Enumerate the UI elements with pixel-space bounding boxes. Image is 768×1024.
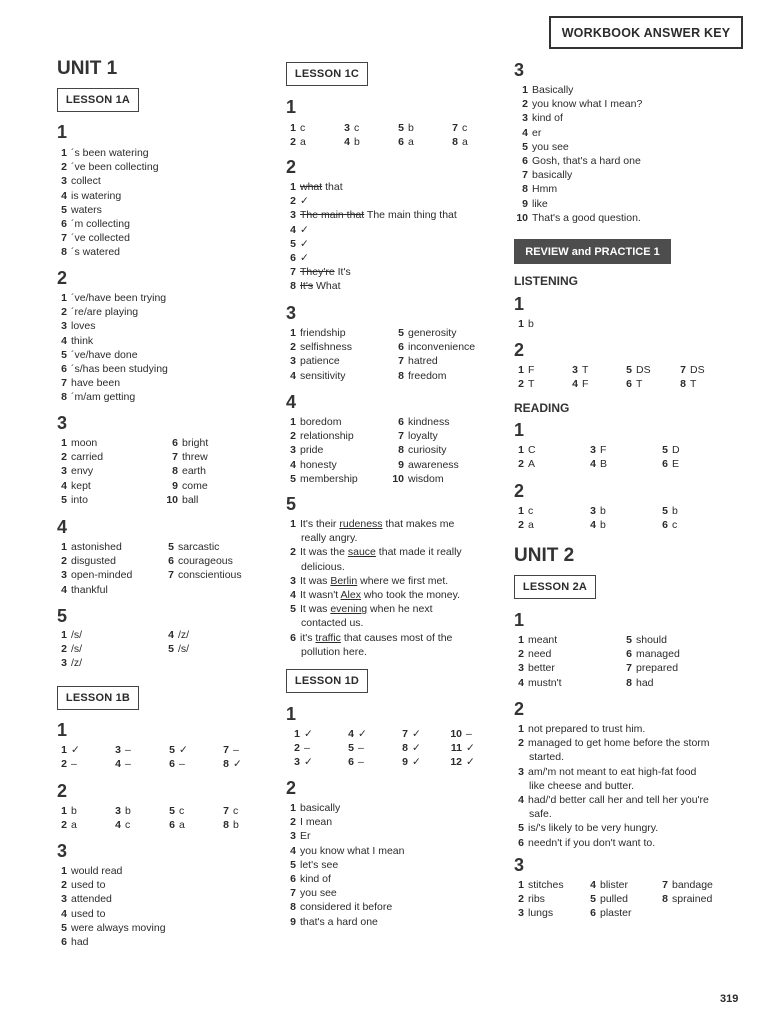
answer-item: 5 ´ve/have done <box>61 348 138 361</box>
answer-item: 2 a <box>518 519 534 532</box>
answer-item: 5 It was evening when he next <box>290 603 433 616</box>
exercise-number: 2 <box>514 340 525 360</box>
answer-item: 1 b <box>518 318 534 330</box>
answer-item: 5 should <box>626 634 667 646</box>
answer-item: 10 That's a good question. <box>516 211 641 224</box>
answer-item: 6 kind of <box>290 873 331 885</box>
answer-item: 2 a <box>290 136 306 149</box>
answer-item: 9 awareness <box>398 458 459 471</box>
answer-item: 7 have been <box>61 377 121 390</box>
answer-item: 2 ´re/are playing <box>61 306 139 319</box>
answer-item: 3 – <box>115 744 131 756</box>
answer-item: 3 pride <box>290 444 324 457</box>
answer-item: 3 lungs <box>518 907 554 920</box>
answer-item: 3 F <box>590 444 607 456</box>
answer-item: 3 The main that The main thing that <box>290 209 457 222</box>
answer-item: 5 let's see <box>290 858 339 871</box>
answer-item: 5 pulled <box>590 893 629 906</box>
answer-item: 1 friendship <box>290 327 346 339</box>
answer-item: 4 F <box>572 378 589 391</box>
answer-item: 10 wisdom <box>392 472 444 485</box>
answer-item: 4 sensitivity <box>290 369 346 382</box>
answer-item: 5 membership <box>290 472 358 485</box>
answer-item: 5 ✓ <box>290 237 309 250</box>
answer-item: 9 ✓ <box>402 756 421 769</box>
answer-item: 3 b <box>115 805 131 817</box>
review-practice-label: REVIEW and PRACTICE 1 <box>514 239 671 264</box>
answer-item: 2 – <box>294 742 310 755</box>
answer-item: 4 b <box>590 519 606 532</box>
answer-item: 1 astonished <box>61 541 122 553</box>
exercise-number: 4 <box>286 392 297 412</box>
answer-item: 5 you see <box>522 140 569 153</box>
answer-item: 3 better <box>518 662 555 675</box>
answer-item: 7 – <box>223 744 239 756</box>
answer-item: 12 ✓ <box>450 756 475 769</box>
answer-item: 5 c <box>169 805 185 817</box>
answer-item: 7 threw <box>172 451 208 464</box>
answer-item: 5 waters <box>61 203 102 216</box>
answer-item: 6 – <box>348 756 364 769</box>
exercise-number: 1 <box>514 610 525 630</box>
answer-item: 2 – <box>61 758 77 771</box>
answer-item-continued: contacted us. <box>301 617 364 630</box>
answer-item: 2 ✓ <box>290 195 309 208</box>
answer-item: 2 A <box>518 458 536 471</box>
answer-item: 6 ✓ <box>290 252 309 264</box>
answer-item: 5 b <box>398 122 414 134</box>
exercise-number: 3 <box>57 413 68 433</box>
exercise-number: 3 <box>57 841 68 861</box>
exercise-number: 1 <box>286 97 297 117</box>
answer-item: 1 c <box>518 505 534 517</box>
lesson-1d-label: LESSON 1D <box>286 669 368 693</box>
answer-item: 6 inconvenience <box>398 341 476 354</box>
answer-item-continued: started. <box>529 751 565 764</box>
answer-item: 1 boredom <box>290 416 342 428</box>
answer-item: 4 It wasn't Alex who took the money. <box>290 589 460 601</box>
answer-item: 11 ✓ <box>450 742 475 755</box>
answer-item: 6 plaster <box>590 907 632 920</box>
unit-2-title: UNIT 2 <box>514 545 575 566</box>
answer-item: 1 stitches <box>518 879 564 891</box>
answer-item-continued: really angry. <box>301 532 358 545</box>
lesson-1b-label: LESSON 1B <box>57 686 139 710</box>
answer-item: 4 think <box>61 334 94 347</box>
answer-item: 1 c <box>290 122 306 134</box>
answer-item: 3 /z/ <box>61 657 83 670</box>
answer-item: 1 It's their rudeness that makes me <box>290 518 455 530</box>
answer-item: 8 ✓ <box>223 758 242 771</box>
answer-item: 8 earth <box>172 465 206 478</box>
answer-item: 6 had <box>61 936 89 948</box>
answer-item: 3 loves <box>61 320 96 333</box>
answer-item: 1 not prepared to trust him. <box>518 723 646 735</box>
exercise-number: 1 <box>286 704 297 724</box>
answer-item: 1 would read <box>61 865 123 877</box>
exercise-number: 1 <box>514 420 525 440</box>
exercise-number: 5 <box>57 606 68 626</box>
answer-item: 4 blister <box>590 879 629 891</box>
answer-item: 4 kept <box>61 479 91 492</box>
answer-item: 3 b <box>590 505 606 517</box>
answer-item: 4 mustn't <box>518 676 562 689</box>
exercise-number: 3 <box>514 855 525 875</box>
answer-item: 4 /z/ <box>168 629 190 641</box>
answer-item: 3 kind of <box>522 112 563 125</box>
answer-item: 3 Er <box>290 830 311 843</box>
exercise-number: 3 <box>514 60 525 80</box>
answer-item: 7 c <box>223 805 239 817</box>
answer-item: 7 you see <box>290 887 337 900</box>
lesson-2a-label: LESSON 2A <box>514 575 596 599</box>
answer-item: 2 a <box>61 819 77 832</box>
answer-key-header: WORKBOOK ANSWER KEY <box>549 16 743 49</box>
answer-item: 2 I mean <box>290 816 333 829</box>
exercise-number: 3 <box>286 303 297 323</box>
answer-item: 2 carried <box>61 451 104 464</box>
answer-item: 2 relationship <box>290 430 354 443</box>
unit-1-title: UNIT 1 <box>57 58 118 79</box>
answer-item: 8 curiosity <box>398 444 447 457</box>
answer-item: 5 – <box>348 742 364 755</box>
exercise-number: 2 <box>514 481 525 501</box>
answer-item: 4 is watering <box>61 189 122 202</box>
answer-item: 7 conscientious <box>168 569 242 582</box>
answer-item: 10 ball <box>166 493 199 506</box>
answer-item: 7 hatred <box>398 355 438 368</box>
answer-item: 6 ´m collecting <box>61 218 130 230</box>
answer-item: 5 sarcastic <box>168 541 220 553</box>
answer-item: 4 – <box>115 758 131 771</box>
exercise-number: 1 <box>57 122 68 142</box>
answer-item: 5 into <box>61 493 88 506</box>
exercise-number: 4 <box>57 517 68 537</box>
answer-item: 5 ✓ <box>169 744 188 756</box>
exercise-number: 2 <box>57 268 68 288</box>
answer-item: 6 c <box>662 519 678 532</box>
answer-item: 3 It was Berlin where we first met. <box>290 574 449 587</box>
answer-item-continued: delicious. <box>301 560 345 573</box>
answer-item: 7 basically <box>522 169 573 182</box>
answer-item: 1 ´ve/have been trying <box>61 292 167 304</box>
lesson-1c-label: LESSON 1C <box>286 62 368 86</box>
answer-item: 4 b <box>344 136 360 149</box>
answer-item: 6 T <box>626 378 643 391</box>
answer-item: 1 basically <box>290 802 341 814</box>
answer-item: 2 disgusted <box>61 555 116 568</box>
exercise-number: 1 <box>57 720 68 740</box>
answer-item: 1 F <box>518 364 535 376</box>
answer-item: 4 had/'d better call her and tell her you're <box>518 794 709 806</box>
answer-item: 6 ´s/has been studying <box>61 363 168 375</box>
listening-heading: LISTENING <box>514 274 579 288</box>
answer-item: 1 meant <box>518 634 558 646</box>
exercise-number: 2 <box>286 157 297 177</box>
answer-item: 1 b <box>61 805 77 817</box>
answer-item: 6 – <box>169 758 185 771</box>
answer-item: 5 b <box>662 505 678 517</box>
answer-item: 8 sprained <box>662 893 713 906</box>
answer-item: 6 a <box>398 136 414 149</box>
answer-item: 6 managed <box>626 648 680 661</box>
answer-item: 5 /s/ <box>168 643 190 656</box>
answer-item: 1 /s/ <box>61 629 83 641</box>
answer-item: 5 generosity <box>398 327 457 339</box>
answer-item: 7 loyalty <box>398 430 438 443</box>
answer-item: 1 ´s been watering <box>61 147 149 159</box>
answer-item: 3 am/'m not meant to eat high-fat food <box>518 765 697 778</box>
answer-item: 6 it's traffic that causes most of the <box>290 631 453 644</box>
answer-item: 8 T <box>680 378 697 391</box>
answer-item: 7 ´ve collected <box>61 232 130 245</box>
exercise-number: 5 <box>286 494 297 514</box>
answer-item: 4 thankful <box>61 583 108 596</box>
answer-item: 4 er <box>522 126 542 139</box>
answer-item: 6 Gosh, that's a hard one <box>522 155 641 167</box>
answer-item: 2 ´ve been collecting <box>61 161 159 174</box>
answer-item: 7 c <box>452 122 468 134</box>
answer-item-continued: like cheese and butter. <box>529 779 635 792</box>
answer-item: 4 honesty <box>290 458 337 471</box>
answer-item: 7 They're It's <box>290 266 351 279</box>
answer-item: 4 you know what I mean <box>290 844 405 857</box>
answer-item: 2 /s/ <box>61 643 83 656</box>
answer-item: 6 courageous <box>168 555 233 568</box>
answer-item: 3 T <box>572 364 589 376</box>
answer-item: 2 selfishness <box>290 341 352 354</box>
answer-item: 6 needn't if you don't want to. <box>518 836 656 849</box>
answer-item: 9 like <box>522 197 548 210</box>
answer-item: 8 ✓ <box>402 742 421 755</box>
answer-item: 3 c <box>344 122 360 134</box>
answer-item: 1 what that <box>290 181 343 193</box>
answer-item: 1 moon <box>61 437 98 449</box>
page-number: 319 <box>720 993 739 1005</box>
answer-item: 4 used to <box>61 907 106 920</box>
answer-item: 2 T <box>518 378 535 391</box>
answer-item: 3 attended <box>61 893 112 906</box>
answer-item: 6 E <box>662 458 680 471</box>
answer-item: 8 had <box>626 676 654 689</box>
exercise-number: 2 <box>286 778 297 798</box>
answer-item: 2 It was the sauce that made it really <box>290 546 462 559</box>
answer-item: 7 bandage <box>662 879 713 891</box>
answer-item: 8 freedom <box>398 369 447 382</box>
answer-item: 1 Basically <box>522 84 574 96</box>
answer-item: 4 ✓ <box>290 223 309 236</box>
answer-item: 3 open-minded <box>61 569 133 582</box>
answer-item: 8 ´s watered <box>61 246 121 259</box>
reading-heading: READING <box>514 401 570 415</box>
answer-item: 10 – <box>450 728 472 740</box>
answer-item: 4 B <box>590 458 608 471</box>
answer-item: 7 ✓ <box>402 728 421 740</box>
answer-item: 4 c <box>115 819 131 832</box>
answer-item: 9 that's a hard one <box>290 915 378 928</box>
answer-item: 6 a <box>169 819 185 832</box>
answer-item: 3 ✓ <box>294 756 313 769</box>
answer-item: 8 b <box>223 819 239 832</box>
answer-item: 4 ✓ <box>348 728 367 740</box>
answer-item-continued: pollution here. <box>301 645 367 658</box>
answer-item: 8 Hmm <box>522 183 558 196</box>
answer-item: 2 managed to get home before the storm <box>518 737 710 750</box>
answer-item: 1 ✓ <box>61 744 80 756</box>
answer-item: 2 ribs <box>518 893 545 906</box>
exercise-number: 1 <box>514 294 525 314</box>
answer-item: 9 come <box>172 479 208 492</box>
answer-item: 3 patience <box>290 355 340 368</box>
answer-item: 3 envy <box>61 465 94 478</box>
answer-item: 6 bright <box>172 437 209 449</box>
exercise-number: 2 <box>57 781 68 801</box>
answer-item: 6 kindness <box>398 416 450 428</box>
answer-item: 5 is/'s likely to be very hungry. <box>518 822 659 835</box>
answer-item: 8 a <box>452 136 468 149</box>
answer-item: 7 DS <box>680 364 705 376</box>
answer-item: 8 It's What <box>290 280 341 293</box>
answer-item: 2 used to <box>61 879 106 892</box>
answer-item: 1 ✓ <box>294 728 313 740</box>
answer-item: 8 considered it before <box>290 901 393 914</box>
answer-item: 3 collect <box>61 175 101 188</box>
answer-item-continued: safe. <box>529 808 552 821</box>
answer-item: 2 need <box>518 648 552 661</box>
answer-item: 8 ´m/am getting <box>61 391 136 404</box>
answer-item: 7 prepared <box>626 662 679 675</box>
answer-item: 5 D <box>662 444 680 456</box>
answer-item: 2 you know what I mean? <box>522 98 643 111</box>
lesson-1a-label: LESSON 1A <box>57 88 139 112</box>
exercise-number: 2 <box>514 699 525 719</box>
answer-item: 5 DS <box>626 364 651 376</box>
answer-item: 5 were always moving <box>61 921 166 934</box>
answer-item: 1 C <box>518 444 536 456</box>
